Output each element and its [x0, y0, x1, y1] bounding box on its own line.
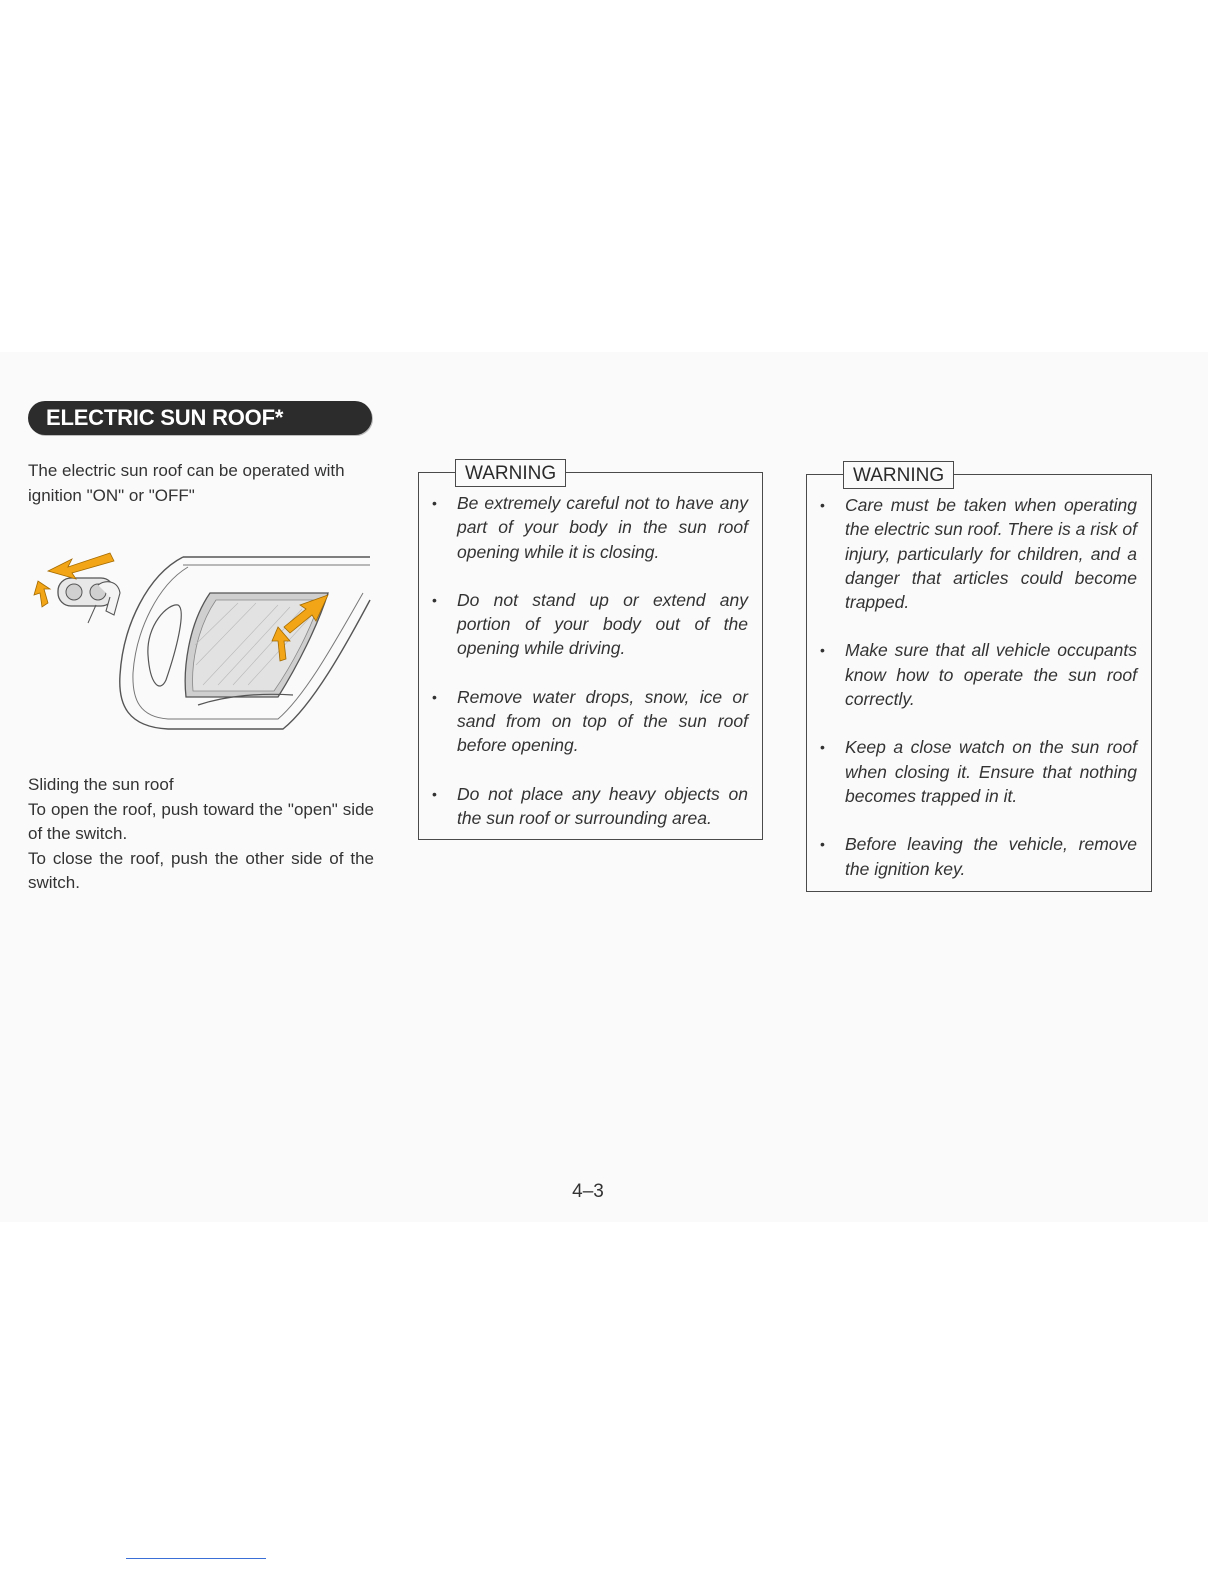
warning-label: WARNING: [455, 459, 566, 487]
warning-item: [817, 735, 1137, 808]
warning-item: [429, 782, 748, 831]
bullet-dot-icon: •: [432, 495, 437, 511]
caption-open-text: To open the roof, push toward the "open" side of the switch.: [28, 799, 374, 843]
bullet-dot-icon: •: [820, 497, 825, 513]
caption-heading: Sliding the sun roof: [28, 775, 174, 794]
warning-item-text: Before leaving the vehicle, remove the ignition key.: [845, 834, 1137, 879]
warning-item: [429, 491, 748, 564]
warning-item: [817, 493, 1137, 614]
footer-link-underline[interactable]: [126, 1558, 266, 1559]
bullet-dot-icon: •: [432, 785, 437, 802]
warning-item-text: Be extremely careful not to have any part of your body in the sun roof opening while it is closing.: [457, 493, 748, 562]
warning-item: [429, 685, 748, 758]
bullet-dot-icon: •: [432, 591, 437, 608]
warning-item: [817, 832, 1137, 881]
bullet-dot-icon: •: [820, 836, 825, 853]
warning-item-text: Care must be taken when operating the electric sun roof. There is a risk of injury, particularly for children, and a danger that articles could become trapped.: [845, 495, 1137, 613]
warning-item-text: Do not stand up or extend any portion of your body out of the opening while driving.: [457, 589, 748, 659]
warning-item-text: Keep a close watch on the sun roof when closing it. Ensure that nothing becomes trapped in it.: [845, 737, 1137, 806]
warning-box-right: [806, 465, 1152, 892]
bullet-dot-icon: •: [820, 739, 825, 756]
warning-list: [419, 473, 762, 830]
warning-item: [817, 638, 1137, 711]
warning-label: WARNING: [843, 461, 954, 489]
section-title: ELECTRIC SUN ROOF*: [46, 405, 284, 430]
bullet-dot-icon: •: [432, 688, 437, 705]
page-number: 4–3: [572, 1181, 604, 1202]
warning-item-text: Remove water drops, snow, ice or sand from on top of the sun roof before opening.: [457, 686, 748, 756]
caption-block: [28, 773, 374, 896]
caption-close-text: To close the roof, push the other side of the switch.: [28, 848, 374, 892]
warning-list: [807, 475, 1151, 881]
section-banner: [28, 401, 372, 435]
bullet-dot-icon: •: [820, 642, 825, 659]
warning-item-text: Make sure that all vehicle occupants know how to operate the sun roof correctly.: [845, 640, 1137, 710]
intro-text: The electric sun roof can be operated with ignition "ON" or "OFF": [28, 461, 345, 505]
warning-item: [429, 588, 748, 661]
warning-box-left: [418, 463, 763, 840]
sun-roof-switch-illustration: [28, 545, 378, 740]
warning-item-text: Do not place any heavy objects on the sun roof or surrounding area.: [457, 783, 748, 828]
